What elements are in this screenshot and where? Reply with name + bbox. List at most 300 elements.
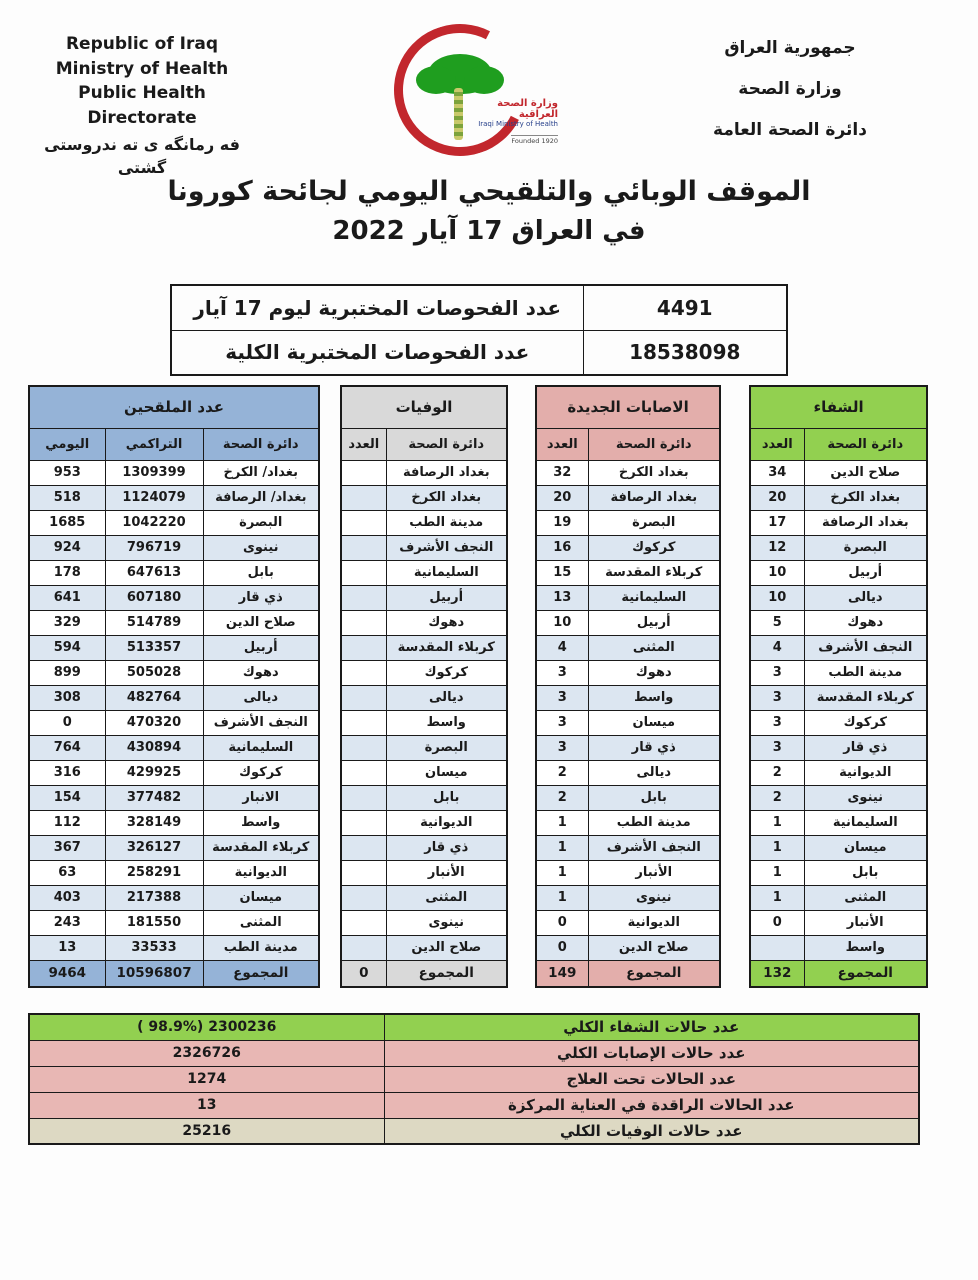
province-cell: السليمانية bbox=[804, 810, 927, 835]
table-row bbox=[29, 535, 319, 560]
province-cell: بغداد/ الرصافة bbox=[203, 485, 319, 510]
province-cell: ميسان bbox=[203, 885, 319, 910]
letterhead-english-line: Public Health Directorate bbox=[78, 83, 206, 128]
table-row bbox=[341, 535, 507, 560]
value-cell: 607180 bbox=[105, 585, 203, 610]
province-cell: ميسان bbox=[386, 760, 507, 785]
value-cell: 154 bbox=[29, 785, 105, 810]
table-row bbox=[750, 885, 927, 910]
table-row bbox=[536, 535, 720, 560]
value-cell: 430894 bbox=[105, 735, 203, 760]
letterhead-arabic-line: دائرة الصحة العامة bbox=[713, 120, 867, 140]
letterhead-english-line: Ministry of Health bbox=[55, 58, 229, 79]
summary-value: 1274 bbox=[29, 1066, 384, 1092]
logo-founded: Founded 1920 bbox=[511, 137, 558, 145]
table-row bbox=[750, 910, 927, 935]
value-cell bbox=[341, 685, 386, 710]
summary-label: عدد الحالات تحت العلاج bbox=[384, 1066, 919, 1092]
total-cumulative-cell: 10596807 bbox=[105, 960, 203, 987]
province-cell: المثنى bbox=[386, 885, 507, 910]
report-title bbox=[0, 176, 978, 246]
province-cell: صلاح الدين bbox=[203, 610, 319, 635]
table-row bbox=[341, 510, 507, 535]
table-row bbox=[341, 635, 507, 660]
value-cell: 10 bbox=[750, 585, 804, 610]
province-cell: كربلاء المقدسة bbox=[804, 685, 927, 710]
summary-row-under-treatment bbox=[29, 1066, 919, 1092]
table-row bbox=[29, 510, 319, 535]
letterhead-arabic-line: وزارة الصحة bbox=[738, 79, 842, 99]
table-row bbox=[536, 735, 720, 760]
col-count: العدد bbox=[750, 428, 804, 460]
table-row bbox=[341, 885, 507, 910]
table-row bbox=[536, 710, 720, 735]
total-label-cell: المجموع bbox=[588, 960, 720, 987]
table-row bbox=[341, 585, 507, 610]
value-cell bbox=[341, 860, 386, 885]
lab-tests-box bbox=[170, 284, 788, 376]
palm-trunk-icon bbox=[454, 88, 463, 140]
province-cell: ميسان bbox=[588, 710, 720, 735]
table-row bbox=[536, 885, 720, 910]
province-cell: البصرة bbox=[804, 535, 927, 560]
table-row bbox=[29, 760, 319, 785]
totals-summary-box bbox=[28, 1013, 920, 1145]
total-label-cell: المجموع bbox=[804, 960, 927, 987]
value-cell: 112 bbox=[29, 810, 105, 835]
value-cell: 15 bbox=[536, 560, 588, 585]
province-cell: أربيل bbox=[386, 585, 507, 610]
value-cell: 2 bbox=[750, 785, 804, 810]
province-cell: كركوك bbox=[203, 760, 319, 785]
value-cell bbox=[341, 910, 386, 935]
province-cell: الانبار bbox=[203, 785, 319, 810]
value-cell: 1042220 bbox=[105, 510, 203, 535]
province-cell: بغداد الكرخ bbox=[588, 460, 720, 485]
province-cell: بغداد الرصافة bbox=[804, 510, 927, 535]
province-cell: كركوك bbox=[588, 535, 720, 560]
value-cell bbox=[341, 460, 386, 485]
logo-text bbox=[470, 98, 558, 147]
province-cell: ذي قار bbox=[588, 735, 720, 760]
col-health-directorate: دائرة الصحة bbox=[588, 428, 720, 460]
province-cell: بغداد الرصافة bbox=[386, 460, 507, 485]
value-cell: 2 bbox=[536, 785, 588, 810]
value-cell: 33533 bbox=[105, 935, 203, 960]
value-cell: 10 bbox=[750, 560, 804, 585]
logo-name-english: Iraqi Ministry of Health bbox=[478, 120, 558, 128]
value-cell: 1 bbox=[750, 860, 804, 885]
province-cell: بغداد الكرخ bbox=[804, 485, 927, 510]
province-cell: واسط bbox=[804, 935, 927, 960]
province-cell: كربلاء المقدسة bbox=[386, 635, 507, 660]
table-row bbox=[341, 660, 507, 685]
table-row bbox=[536, 585, 720, 610]
value-cell: 308 bbox=[29, 685, 105, 710]
table-row bbox=[536, 935, 720, 960]
value-cell: 1309399 bbox=[105, 460, 203, 485]
province-cell: واسط bbox=[588, 685, 720, 710]
value-cell: 377482 bbox=[105, 785, 203, 810]
table-row bbox=[750, 585, 927, 610]
value-cell: 316 bbox=[29, 760, 105, 785]
province-cell: صلاح الدين bbox=[804, 460, 927, 485]
recovery-total-row bbox=[750, 960, 927, 987]
province-cell: أربيل bbox=[203, 635, 319, 660]
table-row bbox=[29, 610, 319, 635]
province-cell: بغداد الكرخ bbox=[386, 485, 507, 510]
col-health-directorate: دائرة الصحة bbox=[804, 428, 927, 460]
vaccinated-body bbox=[29, 460, 319, 960]
letterhead-english bbox=[28, 32, 256, 179]
table-row bbox=[750, 810, 927, 835]
total-daily-cell: 9464 bbox=[29, 960, 105, 987]
province-cell: الديوانية bbox=[203, 860, 319, 885]
table-row bbox=[29, 735, 319, 760]
value-cell: 513357 bbox=[105, 635, 203, 660]
table-row bbox=[341, 785, 507, 810]
summary-label: عدد حالات الشفاء الكلي bbox=[384, 1014, 919, 1040]
value-cell: 0 bbox=[750, 910, 804, 935]
province-cell: مدينة الطب bbox=[804, 660, 927, 685]
value-cell: 19 bbox=[536, 510, 588, 535]
value-cell: 429925 bbox=[105, 760, 203, 785]
province-cell: كربلاء المقدسة bbox=[203, 835, 319, 860]
value-cell: 514789 bbox=[105, 610, 203, 635]
infections-header-row bbox=[536, 386, 720, 428]
table-row bbox=[29, 685, 319, 710]
province-cell: السليمانية bbox=[203, 735, 319, 760]
total-tests-value: 18538098 bbox=[583, 330, 787, 375]
province-cell: المثنى bbox=[588, 635, 720, 660]
table-row bbox=[29, 935, 319, 960]
province-cell: صلاح الدين bbox=[588, 935, 720, 960]
table-gap bbox=[320, 385, 340, 988]
value-cell: 10 bbox=[536, 610, 588, 635]
deaths-body bbox=[341, 460, 507, 960]
province-cell: ميسان bbox=[804, 835, 927, 860]
province-cell: الديوانية bbox=[804, 760, 927, 785]
col-daily: اليومي bbox=[29, 428, 105, 460]
table-row bbox=[750, 510, 927, 535]
province-cell: دهوك bbox=[588, 660, 720, 685]
table-row bbox=[341, 710, 507, 735]
table-row bbox=[750, 685, 927, 710]
table-row bbox=[29, 785, 319, 810]
table-row bbox=[29, 635, 319, 660]
value-cell: 1 bbox=[750, 810, 804, 835]
table-row bbox=[750, 735, 927, 760]
vaccinated-header-row bbox=[29, 386, 319, 428]
province-cell: واسط bbox=[386, 710, 507, 735]
value-cell: 482764 bbox=[105, 685, 203, 710]
daily-tests-label: عدد الفحوصات المختبرية ليوم 17 آيار bbox=[171, 285, 583, 330]
province-cell: بغداد/ الكرخ bbox=[203, 460, 319, 485]
value-cell: 647613 bbox=[105, 560, 203, 585]
report-title-line1: الموقف الوبائي والتلقيحي اليومي لجائحة كورونا bbox=[167, 176, 811, 207]
province-cell: البصرة bbox=[203, 510, 319, 535]
province-cell: مدينة الطب bbox=[386, 510, 507, 535]
province-cell: نينوى bbox=[804, 785, 927, 810]
table-row bbox=[750, 485, 927, 510]
value-cell bbox=[341, 560, 386, 585]
value-cell: 1124079 bbox=[105, 485, 203, 510]
table-row bbox=[750, 610, 927, 635]
value-cell bbox=[341, 735, 386, 760]
daily-tests-value: 4491 bbox=[583, 285, 787, 330]
province-cell: المثنى bbox=[804, 885, 927, 910]
value-cell: 3 bbox=[536, 735, 588, 760]
province-cell: بابل bbox=[386, 785, 507, 810]
value-cell: 32 bbox=[536, 460, 588, 485]
value-cell: 1 bbox=[536, 860, 588, 885]
province-cell: واسط bbox=[203, 810, 319, 835]
value-cell: 329 bbox=[29, 610, 105, 635]
table-row bbox=[536, 660, 720, 685]
summary-label: عدد حالات الوفيات الكلي bbox=[384, 1118, 919, 1144]
value-cell bbox=[750, 935, 804, 960]
table-row bbox=[341, 810, 507, 835]
table-row bbox=[750, 835, 927, 860]
table-row bbox=[341, 835, 507, 860]
table-row bbox=[29, 885, 319, 910]
value-cell bbox=[341, 535, 386, 560]
letterhead-arabic bbox=[690, 38, 890, 161]
col-health-directorate: دائرة الصحة bbox=[203, 428, 319, 460]
col-count: العدد bbox=[536, 428, 588, 460]
summary-row-icu-cases bbox=[29, 1092, 919, 1118]
province-cell: السليمانية bbox=[588, 585, 720, 610]
province-cell: كربلاء المقدسة bbox=[588, 560, 720, 585]
table-row bbox=[750, 860, 927, 885]
province-cell: بغداد الرصافة bbox=[588, 485, 720, 510]
province-cell: النجف الأشرف bbox=[203, 710, 319, 735]
infections-total-row bbox=[536, 960, 720, 987]
vaccinated-total-row bbox=[29, 960, 319, 987]
province-cell: نينوى bbox=[588, 885, 720, 910]
value-cell: 4 bbox=[536, 635, 588, 660]
summary-row-total-recovered bbox=[29, 1014, 919, 1040]
recovery-table bbox=[749, 385, 928, 988]
value-cell: 1685 bbox=[29, 510, 105, 535]
value-cell: 326127 bbox=[105, 835, 203, 860]
table-row bbox=[341, 935, 507, 960]
infections-subheader-row bbox=[536, 428, 720, 460]
province-cell: النجف الأشرف bbox=[588, 835, 720, 860]
value-cell: 243 bbox=[29, 910, 105, 935]
total-count-cell: 0 bbox=[341, 960, 386, 987]
col-health-directorate: دائرة الصحة bbox=[386, 428, 507, 460]
province-cell: أربيل bbox=[588, 610, 720, 635]
value-cell: 1 bbox=[750, 835, 804, 860]
table-row bbox=[29, 835, 319, 860]
value-cell: 5 bbox=[750, 610, 804, 635]
value-cell: 953 bbox=[29, 460, 105, 485]
value-cell: 20 bbox=[536, 485, 588, 510]
table-row bbox=[536, 810, 720, 835]
value-cell bbox=[341, 660, 386, 685]
value-cell bbox=[341, 785, 386, 810]
value-cell: 3 bbox=[536, 685, 588, 710]
value-cell: 367 bbox=[29, 835, 105, 860]
province-cell: دهوك bbox=[804, 610, 927, 635]
recovery-title: الشفاء bbox=[750, 386, 927, 428]
value-cell: 0 bbox=[29, 710, 105, 735]
value-cell: 1 bbox=[750, 885, 804, 910]
table-row bbox=[536, 610, 720, 635]
value-cell: 505028 bbox=[105, 660, 203, 685]
letterhead-kurdish-line: فه رمانگه ی ته ندروستی گشتی bbox=[44, 134, 240, 177]
vaccinated-table bbox=[28, 385, 320, 988]
province-cell: بابل bbox=[588, 785, 720, 810]
value-cell: 0 bbox=[536, 935, 588, 960]
value-cell: 16 bbox=[536, 535, 588, 560]
total-count-cell: 132 bbox=[750, 960, 804, 987]
table-row bbox=[29, 585, 319, 610]
province-cell: ديالى bbox=[203, 685, 319, 710]
table-row bbox=[536, 785, 720, 810]
value-cell: 764 bbox=[29, 735, 105, 760]
total-count-cell: 149 bbox=[536, 960, 588, 987]
ministry-of-health-logo bbox=[388, 20, 558, 168]
value-cell: 899 bbox=[29, 660, 105, 685]
table-gap bbox=[721, 385, 749, 988]
col-cumulative: التراكمي bbox=[105, 428, 203, 460]
value-cell bbox=[341, 760, 386, 785]
province-cell: دهوك bbox=[203, 660, 319, 685]
table-row bbox=[750, 460, 927, 485]
province-cell: البصرة bbox=[386, 735, 507, 760]
table-gap bbox=[508, 385, 535, 988]
province-cell: السليمانية bbox=[386, 560, 507, 585]
value-cell: 4 bbox=[750, 635, 804, 660]
table-row bbox=[341, 560, 507, 585]
deaths-title: الوفيات bbox=[341, 386, 507, 428]
infections-body bbox=[536, 460, 720, 960]
province-cell: مدينة الطب bbox=[588, 810, 720, 835]
table-row bbox=[29, 660, 319, 685]
table-row bbox=[341, 860, 507, 885]
table-row bbox=[536, 860, 720, 885]
province-cell: ديالى bbox=[588, 760, 720, 785]
table-row bbox=[29, 710, 319, 735]
table-row bbox=[536, 635, 720, 660]
summary-value: 13 bbox=[29, 1092, 384, 1118]
value-cell: 20 bbox=[750, 485, 804, 510]
lab-tests-table bbox=[170, 284, 788, 376]
value-cell: 594 bbox=[29, 635, 105, 660]
value-cell: 13 bbox=[536, 585, 588, 610]
summary-row-total-deaths bbox=[29, 1118, 919, 1144]
value-cell: 178 bbox=[29, 560, 105, 585]
letterhead-arabic-line: جمهورية العراق bbox=[724, 38, 856, 58]
province-cell: ذي قار bbox=[203, 585, 319, 610]
value-cell: 641 bbox=[29, 585, 105, 610]
province-cell: ذي قار bbox=[804, 735, 927, 760]
value-cell: 3 bbox=[536, 660, 588, 685]
table-row bbox=[341, 460, 507, 485]
summary-value: ( 98.9%) 2300236 bbox=[29, 1014, 384, 1040]
province-cell: ديالى bbox=[386, 685, 507, 710]
table-row bbox=[29, 910, 319, 935]
total-tests-label: عدد الفحوصات المختبرية الكلية bbox=[171, 330, 583, 375]
province-cell: صلاح الدين bbox=[386, 935, 507, 960]
report-title-line2: في العراق 17 آيار 2022 bbox=[332, 216, 646, 246]
table-row bbox=[750, 710, 927, 735]
province-cell: المثنى bbox=[203, 910, 319, 935]
value-cell: 63 bbox=[29, 860, 105, 885]
totals-summary-table bbox=[28, 1013, 920, 1145]
province-cell: الديوانية bbox=[386, 810, 507, 835]
province-cell: بابل bbox=[804, 860, 927, 885]
province-cell: نينوى bbox=[203, 535, 319, 560]
table-row bbox=[29, 860, 319, 885]
summary-label: عدد حالات الإصابات الكلي bbox=[384, 1040, 919, 1066]
value-cell: 3 bbox=[536, 710, 588, 735]
province-cell: كركوك bbox=[804, 710, 927, 735]
summary-value: 25216 bbox=[29, 1118, 384, 1144]
table-row bbox=[29, 560, 319, 585]
province-cell: ديالى bbox=[804, 585, 927, 610]
recovery-subheader-row bbox=[750, 428, 927, 460]
value-cell: 518 bbox=[29, 485, 105, 510]
vaccinated-title: عدد الملقحين bbox=[29, 386, 319, 428]
deaths-table bbox=[340, 385, 508, 988]
province-cell: دهوك bbox=[386, 610, 507, 635]
summary-value: 2326726 bbox=[29, 1040, 384, 1066]
value-cell: 2 bbox=[536, 760, 588, 785]
value-cell bbox=[341, 710, 386, 735]
province-cell: النجف الأشرف bbox=[804, 635, 927, 660]
table-row bbox=[29, 485, 319, 510]
province-cell: كركوك bbox=[386, 660, 507, 685]
table-row bbox=[341, 485, 507, 510]
value-cell: 328149 bbox=[105, 810, 203, 835]
table-row bbox=[341, 910, 507, 935]
daily-tests-row bbox=[171, 285, 787, 330]
table-row bbox=[536, 510, 720, 535]
value-cell: 0 bbox=[536, 910, 588, 935]
table-row bbox=[750, 535, 927, 560]
value-cell: 3 bbox=[750, 685, 804, 710]
recovery-header-row bbox=[750, 386, 927, 428]
value-cell: 403 bbox=[29, 885, 105, 910]
new-infections-table bbox=[535, 385, 721, 988]
value-cell: 12 bbox=[750, 535, 804, 560]
table-row bbox=[341, 685, 507, 710]
table-row bbox=[536, 460, 720, 485]
table-row bbox=[750, 635, 927, 660]
province-cell: الأنبار bbox=[588, 860, 720, 885]
value-cell bbox=[341, 485, 386, 510]
value-cell: 258291 bbox=[105, 860, 203, 885]
value-cell: 924 bbox=[29, 535, 105, 560]
value-cell: 217388 bbox=[105, 885, 203, 910]
table-row bbox=[341, 610, 507, 635]
province-cell: النجف الأشرف bbox=[386, 535, 507, 560]
table-row bbox=[750, 760, 927, 785]
table-row bbox=[536, 835, 720, 860]
value-cell bbox=[341, 585, 386, 610]
table-row bbox=[750, 560, 927, 585]
letterhead-english-line: Republic of Iraq bbox=[65, 34, 219, 54]
vaccinated-subheader-row bbox=[29, 428, 319, 460]
table-row bbox=[29, 810, 319, 835]
value-cell bbox=[341, 885, 386, 910]
value-cell: 3 bbox=[750, 735, 804, 760]
value-cell: 17 bbox=[750, 510, 804, 535]
summary-row-total-cases bbox=[29, 1040, 919, 1066]
